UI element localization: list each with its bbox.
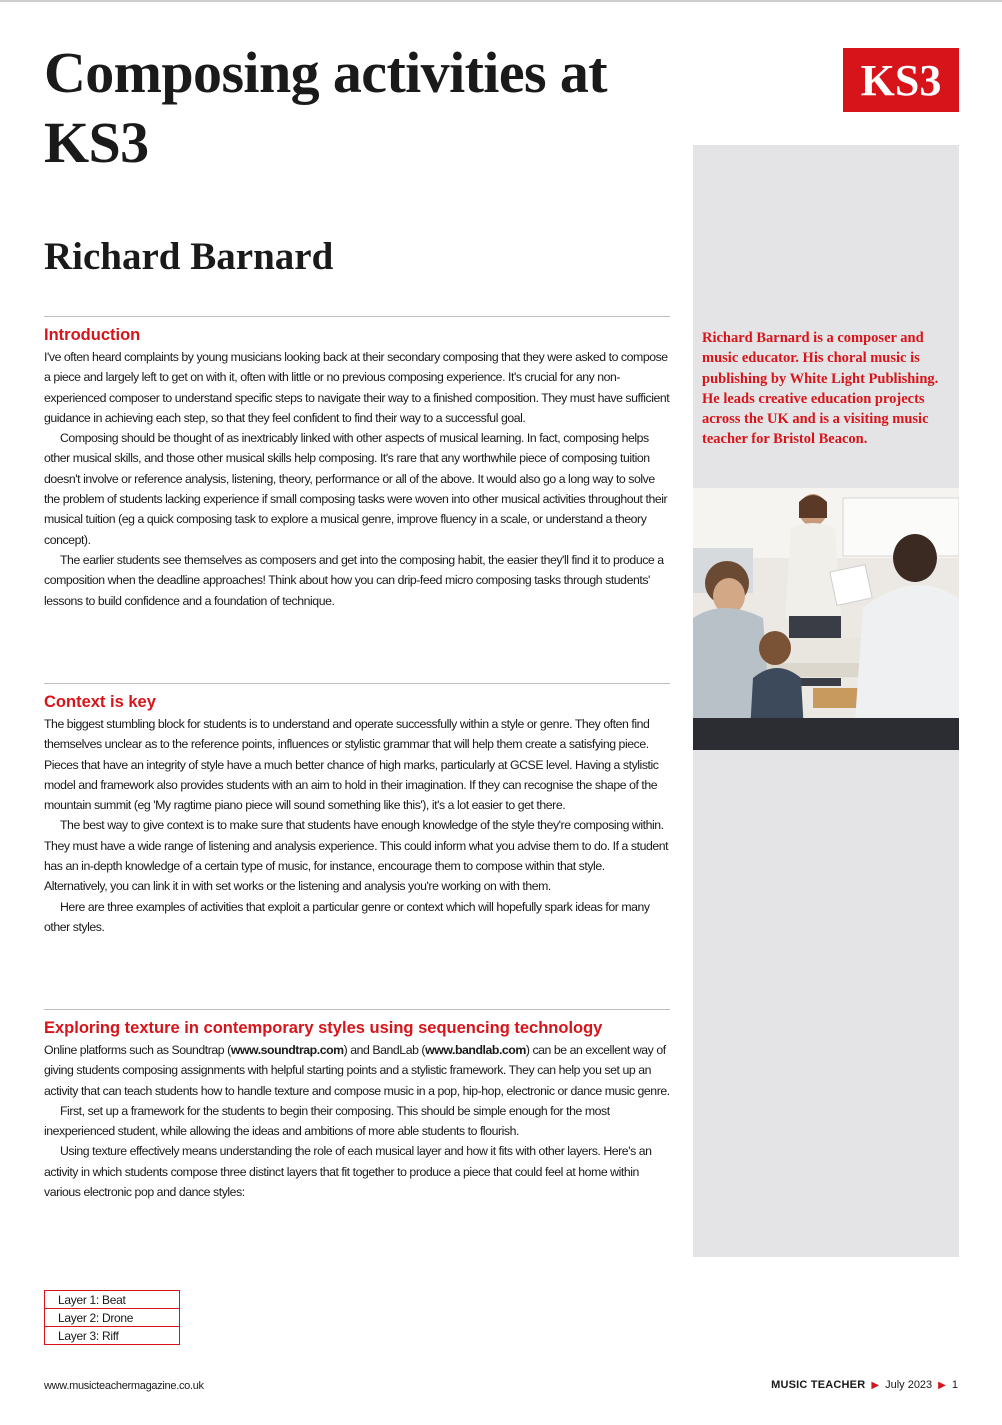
context-paragraph-3: Here are three examples of activities that exploit a particular genre or context which will hopefully spark ideas for many other styles. xyxy=(44,899,650,934)
soundtrap-link[interactable]: www.soundtrap.com xyxy=(230,1043,344,1057)
texture-paragraph-1-mid: ) and BandLab ( xyxy=(343,1043,426,1057)
context-paragraph-2: The best way to give context is to make sure that students have enough knowledge of the style they're composing within. They must have a wide range of listening and analysis experience. This could inform what you advise them to do. If a student has an in-depth knowledge of a certain type of music, for instance, encourage them to compose within that style. Alternatively, you can link it in with set works or the listening and analysis you're working on with them. xyxy=(44,818,669,894)
texture-section xyxy=(44,1009,670,1202)
triangle-right-icon: ▶ xyxy=(871,1379,880,1391)
footer-page-number: 1 xyxy=(951,1379,958,1391)
footer-publication xyxy=(771,1379,958,1391)
table-row xyxy=(45,1309,180,1327)
layer-cell: Layer 2: Drone xyxy=(45,1309,180,1327)
section-divider xyxy=(44,1009,670,1010)
table-row xyxy=(45,1327,180,1345)
triangle-right-icon: ▶ xyxy=(938,1379,946,1391)
section-divider xyxy=(44,316,670,317)
context-heading: Context is key xyxy=(44,693,156,711)
introduction-section xyxy=(44,316,670,611)
page-title: Composing activities at KS3 xyxy=(44,40,607,175)
author-name: Richard Barnard xyxy=(44,235,334,278)
top-rule xyxy=(0,0,1002,2)
context-section xyxy=(44,683,670,937)
table-row xyxy=(45,1291,180,1309)
intro-paragraph-1: I've often heard complaints by young musicians looking back at their secondary composing that they were asked to compose a piece and largely left to get on with it, often with little or no previous composing experience. It's crucial for any non-experienced composer to understand specific steps to navigate their way to a finished composition. They must have sufficient guidance in achieving each step, so that they feel confident to find their way to a successful goal. xyxy=(44,350,670,425)
intro-paragraph-3: The earlier students see themselves as composers and get into the composing habit, the easier they'll find it to produce a composition when the deadline approaches! Think about how you can drip-feed micro composing tasks through students' lessons to build confidence and a foundation of technique. xyxy=(44,552,664,608)
introduction-heading: Introduction xyxy=(44,326,141,344)
footer-issue: July 2023 xyxy=(885,1379,933,1391)
classroom-photo xyxy=(693,488,959,750)
texture-paragraph-1 xyxy=(44,1040,670,1101)
texture-paragraph-1-start: Online platforms such as Soundtrap ( xyxy=(44,1043,231,1057)
texture-paragraph-3: Using texture effectively means understanding the role of each musical layer and how it fits with other layers. Here's an activity in which students compose three distinct layers that fit together to produce a piece that could feel at home within various electronic pop and dance styles: xyxy=(44,1144,652,1200)
texture-paragraph-2: First, set up a framework for the students to begin their composing. This should be simple enough for the most inexperienced student, while allowing the ideas and ambitions of more able students to flourish. xyxy=(44,1103,610,1139)
footer-url[interactable]: www.musicteachermagazine.co.uk xyxy=(44,1380,204,1392)
layer-cell: Layer 1: Beat xyxy=(45,1291,180,1309)
section-divider xyxy=(44,683,670,684)
layer-cell: Layer 3: Riff xyxy=(45,1327,180,1345)
texture-paragraph-1-end: ) can be an excellent way of giving students composing assignments with helpful starting points and a stylistic framework. They can help you set up an activity that can teach students how to handle texture and compose music in a pop, hip-hop, electronic or dance music genre. xyxy=(44,1043,670,1098)
bandlab-link[interactable]: www.bandlab.com xyxy=(425,1043,526,1057)
intro-paragraph-2: Composing should be thought of as inextricably linked with other aspects of musical learning. In fact, composing helps other musical skills, and those other musical skills help composing. It's rare that any worthwhile piece of composing tuition doesn't involve or reference analysis, listening, theory, performance or all of the above. It would also go a long way to solve the problem of students lacking experience if small composing tasks were woven into other musical activities throughout their musical tuition (eg a quick composing task to explore a musical genre, improve fluency in a scale, or understand a theory concept). xyxy=(44,431,668,547)
ks3-badge: KS3 xyxy=(843,48,959,112)
context-paragraph-1: The biggest stumbling block for students is to understand and operate successfully within a style or genre. They often find themselves unclear as to the reference points, influences or stylistic grammar that will help them create a satisfying piece. Pieces that have an integrity of style have a much better chance of high marks, particularly at GCSE level. Having a stylistic model and framework also provides students with an aim to hold in their imagination. If they can recognise the shape of the mountain summit (eg 'My ragtime piano piece will sound something like this'), it's a lot easier to get there. xyxy=(44,717,659,813)
author-bio: Richard Barnard is a composer and music educator. His choral music is publishing by White Light Publishing. He leads creative education projects across the UK and is a visiting music teacher for Bristol Beacon. xyxy=(702,330,939,448)
footer-magazine: MUSIC TEACHER xyxy=(771,1379,866,1391)
layers-table xyxy=(44,1290,180,1345)
texture-heading: Exploring texture in contemporary styles using sequencing technology xyxy=(44,1019,603,1037)
